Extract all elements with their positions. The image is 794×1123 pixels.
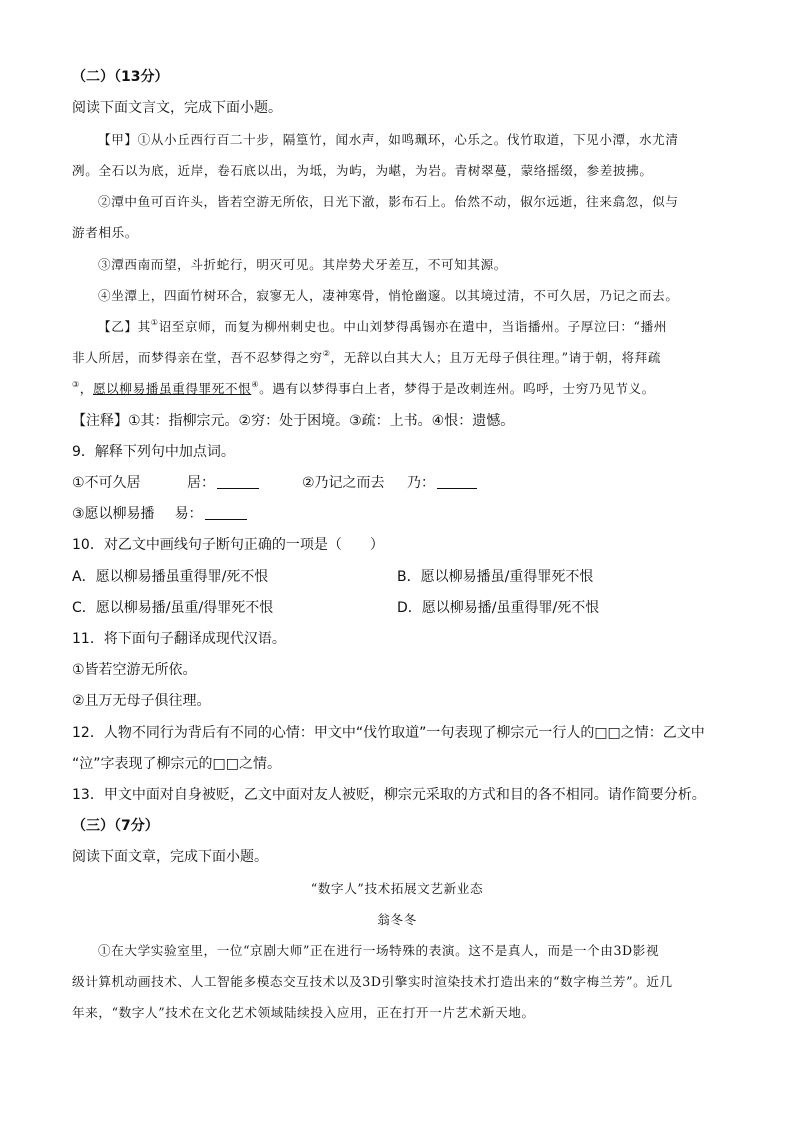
q9-item3-key: 易： xyxy=(174,506,203,522)
passage-yi-line2-rest: ，无辞以白其大人；且万无母子俱往理。”请于朝，将拜疏 xyxy=(330,350,662,365)
option-a[interactable]: A．愿以柳易播虽重得罪/死不恨 xyxy=(72,569,269,585)
article-p1-line2: 级计算机动画技术、人工智能多模态交互技术以及3D引擎实时渲染技术打造出来的“数字梅兰芳”。近几 xyxy=(72,974,673,989)
option-c[interactable]: C．愿以柳易播/虽重/得罪死不恨 xyxy=(72,600,274,616)
article-p1-line1: ①在大学实验室里，一位“京剧大师”正在进行一场特殊的表演。这不是真人，而是一个由3D影视 xyxy=(98,943,660,958)
answer-blank-3[interactable] xyxy=(205,505,247,520)
question-11: 11．将下面句子翻译成现代汉语。 xyxy=(72,631,286,647)
section-2-heading: （二）（13分） xyxy=(72,69,169,85)
option-b[interactable]: B．愿以柳易播虽/重得罪死不恨 xyxy=(397,569,594,585)
passage-jia-p4: ④坐潭上，四面竹树环合，寂寥无人，凄神寒骨，悄怆幽邃。以其境过清，不可久居，乃记之而去。 xyxy=(98,288,679,303)
option-d[interactable]: D．愿以柳易播/虽重得罪/死不恨 xyxy=(397,600,600,616)
passage-yi-line1-rest: 诏至京师，而复为柳州刺史也。中山刘梦得禹锡亦在遣中，当诣播州。子厚泣曰：“播州 xyxy=(158,319,667,334)
passage-jia-p1-line2: 冽。全石以为底，近岸，卷石底以出，为坻，为屿，为嵁，为岩。青树翠蔓，蒙络摇缀，参差披拂。 xyxy=(72,163,653,178)
passage-yi-line1-start: 【乙】其 xyxy=(98,319,151,334)
question-13: 13．甲文中面对自身被贬，乙文中面对友人被贬，柳宗元采取的方式和目的各不相同。请作简要分析。 xyxy=(72,787,706,803)
question-9-item-1-answer xyxy=(187,474,259,492)
question-10: 10．对乙文中画线句子断句正确的一项是（ ） xyxy=(72,537,384,553)
q9-item1-phrase: ①不可久居 xyxy=(72,475,141,491)
passage-jia-p1-line1: 【甲】①从小丘西行百二十步，隔篁竹，闻水声，如鸣珮环，心乐之。伐竹取道，下见小潭，水尤清 xyxy=(98,132,679,147)
article-p1-line3: 年来，“数字人”技术在文化艺术领域陆续投入应用，正在打开一片艺术新天地。 xyxy=(72,1005,535,1020)
underlined-sentence: 愿以柳易播虽重得罪死不恨 xyxy=(92,381,252,396)
passage-yi-line1 xyxy=(98,318,667,336)
passage-yi-line3-rest: 。遇有以梦得事白上者，梦得于是改刺连州。呜呼，士穷乃见节义。 xyxy=(259,381,655,396)
passage-yi-line3 xyxy=(72,380,655,398)
section-3-instruction: 阅读下面文章，完成下面小题。 xyxy=(72,849,268,865)
q9-item1-key: 居： xyxy=(187,475,215,491)
question-11-item-2: ②且万无母子俱往理。 xyxy=(72,693,211,709)
question-12-line2: “泣”字表现了柳宗元的□□之情。 xyxy=(72,756,281,772)
q9-item2-key: 乃： xyxy=(407,475,435,491)
q9-item3-phrase: ③愿以柳易播 xyxy=(72,506,155,522)
question-12-line1: 12．人物不同行为背后有不同的心情：甲文中“伐竹取道”一句表现了柳宗元一行人的□□之情：乙文中 xyxy=(72,725,705,741)
answer-blank-1[interactable] xyxy=(217,474,259,489)
answer-blank-2[interactable] xyxy=(437,474,477,489)
section-3-heading: （三）（7分） xyxy=(72,818,159,834)
question-9-item-3 xyxy=(72,505,247,523)
section-2-instruction: 阅读下面文言文，完成下面小题。 xyxy=(72,100,282,116)
passage-yi-line3-comma: ， xyxy=(79,381,93,396)
passage-yi-line2-start: 非人所居，而梦得亲在堂，吾不忍梦得之穷 xyxy=(72,350,323,365)
footnote-marker-3: ③ xyxy=(72,380,80,389)
question-11-item-1: ①皆若空游无所依。 xyxy=(72,662,197,678)
question-9-item-1 xyxy=(72,474,141,492)
passage-jia-p2-line2: 游者相乐。 xyxy=(72,225,138,240)
passage-jia-p2-line1: ②潭中鱼可百许头，皆若空游无所依，日光下澈，影布石上。佁然不动，俶尔远逝，往来翕忽，似与 xyxy=(98,194,679,209)
passage-jia-p3: ③潭西南而望，斗折蛇行，明灭可见。其岸势犬牙差互，不可知其源。 xyxy=(98,257,508,272)
question-9: 9．解释下列句中加点词。 xyxy=(72,444,235,460)
q9-item2-phrase: ②乃记之而去 xyxy=(302,475,385,491)
footnote-marker-1: ① xyxy=(150,318,159,327)
article-title: “数字人”技术拓展文艺新业态 xyxy=(310,881,484,896)
annotation-notes: 【注释】①其：指柳宗元。②穷：处于困境。③疏：上书。④恨：遗憾。 xyxy=(72,413,515,429)
footnote-marker-2: ② xyxy=(322,349,331,358)
question-9-item-2 xyxy=(302,474,385,492)
passage-yi-line2 xyxy=(72,349,661,367)
question-9-item-2-answer xyxy=(407,474,477,492)
article-author: 翁冬冬 xyxy=(377,912,417,927)
footnote-marker-4: ④ xyxy=(251,380,260,389)
